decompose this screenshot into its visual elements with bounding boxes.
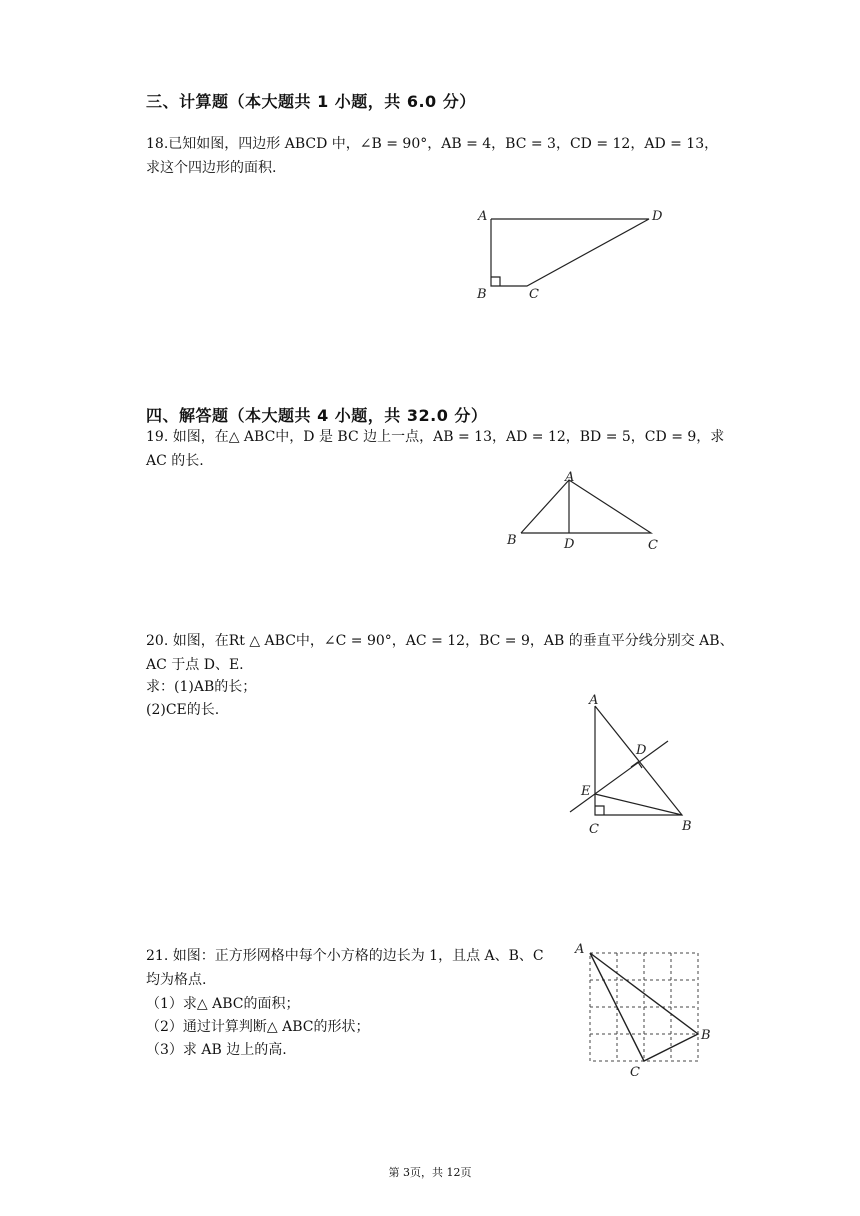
label-c: C — [630, 1065, 640, 1080]
label-b: B — [682, 819, 692, 834]
perpendicular-bisector-line — [570, 741, 668, 812]
question-19-line-2: AC 的长. — [146, 453, 204, 469]
question-20-line-3: 求：(1)AB的长； — [146, 679, 257, 695]
label-c: C — [648, 538, 658, 553]
question-20-line-4: (2)CE的长. — [146, 702, 220, 718]
label-a: A — [565, 470, 575, 485]
question-18-line-2: 求这个四边形的面积. — [146, 160, 277, 176]
question-21-line-1: 21. 如图：正方形网格中每个小方格的边长为 1，且点 A、B、C — [146, 948, 544, 964]
label-c: C — [529, 287, 539, 302]
label-d: D — [652, 209, 663, 224]
figure-19-triangle — [506, 470, 658, 553]
label-d: D — [564, 537, 575, 552]
question-21-line-4: （2）通过计算判断△ ABC的形状； — [146, 1019, 370, 1035]
label-d: D — [636, 743, 647, 758]
label-b: B — [477, 287, 487, 302]
triangle-abc — [595, 706, 682, 815]
section-heading-calculation: 三、计算题（本大题共 1 小题，共 6.0 分） — [146, 92, 476, 111]
question-18-line-1: 18.已知如图，四边形 ABCD 中，∠B = 90°，AB = 4，BC = 3，CD = 12，AD = 13， — [146, 136, 719, 152]
question-21-line-2: 均为格点. — [146, 972, 207, 988]
question-21-line-5: （3）求 AB 边上的高. — [146, 1042, 287, 1058]
label-a: A — [478, 209, 488, 224]
question-20-line-2: AC 于点 D、E. — [146, 657, 244, 673]
figure-21-grid-triangle — [574, 942, 711, 1080]
right-angle-mark-c — [595, 806, 604, 815]
right-angle-mark-b — [491, 277, 500, 286]
label-c: C — [589, 822, 599, 837]
label-b: B — [701, 1028, 711, 1043]
quadrilateral-abcd — [491, 219, 649, 286]
question-19-line-1: 19. 如图，在△ ABC中，D 是 BC 边上一点，AB = 13，AD = 12，BD = 5，CD = 9，求 — [146, 429, 725, 445]
section-heading-solutions: 四、解答题（本大题共 4 小题，共 32.0 分） — [146, 406, 488, 425]
label-e: E — [581, 784, 591, 799]
segment-eb — [595, 794, 682, 815]
question-20-line-1: 20. 如图，在Rt △ ABC中，∠C = 90°，AC = 12，BC = 9，AB 的垂直平分线分别交 AB、 — [146, 633, 734, 649]
label-a: A — [589, 693, 599, 708]
triangle-abc — [521, 480, 651, 533]
figure-20-right-triangle — [570, 693, 692, 837]
label-b: B — [507, 533, 517, 548]
page-number-footer: 第 3页，共 12页 — [388, 1166, 472, 1179]
question-21-line-3: （1）求△ ABC的面积； — [146, 996, 300, 1012]
label-a: A — [575, 942, 585, 957]
